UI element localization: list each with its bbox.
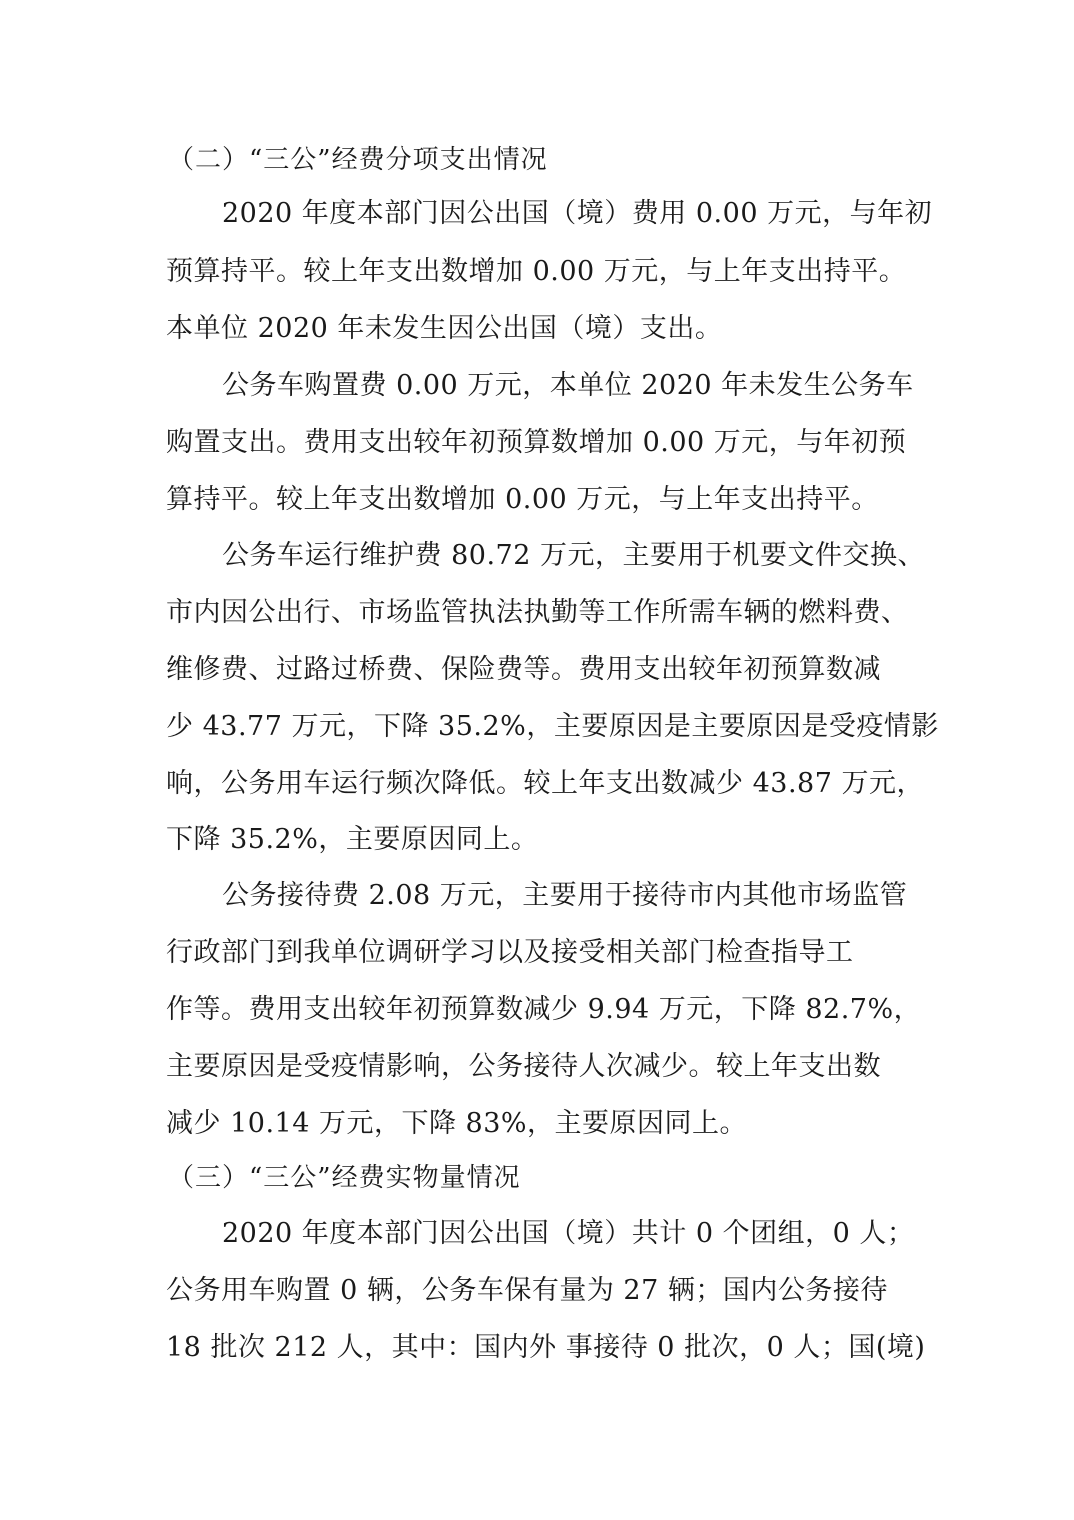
paragraph-line: 本单位 2020 年未发生因公出国（境）支出。 [166, 313, 723, 344]
section-heading-expense-breakdown: （二）“三公”经费分项支出情况 [168, 145, 548, 175]
paragraph-line: 公务用车购置 0 辆，公务车保有量为 27 辆；国内公务接待 [166, 1275, 888, 1306]
paragraph-line: 作等。费用支出较年初预算数减少 9.94 万元，下降 82.7%， [166, 994, 922, 1025]
section-heading-physical-quantity: （三）“三公”经费实物量情况 [168, 1163, 521, 1193]
paragraph-line: 维修费、过路过桥费、保险费等。费用支出较年初预算数减 [166, 654, 881, 685]
paragraph-line: 主要原因是受疫情影响，公务接待人次减少。较上年支出数 [166, 1051, 881, 1082]
paragraph-line: 公务车运行维护费 80.72 万元，主要用于机要文件交换、 [222, 540, 925, 571]
paragraph-line: 18 批次 212 人，其中：国内外 事接待 0 批次，0 人；国(境) [166, 1332, 926, 1363]
paragraph-line: 少 43.77 万元，下降 35.2%，主要原因是主要原因是受疫情影 [166, 711, 939, 742]
paragraph-line: 算持平。较上年支出数增加 0.00 万元，与上年支出持平。 [166, 484, 879, 515]
paragraph-line: 2020 年度本部门因公出国（境）费用 0.00 万元，与年初 [222, 198, 933, 229]
paragraph-line: 响，公务用车运行频次降低。较上年支出数减少 43.87 万元， [166, 768, 924, 799]
paragraph-line: 市内因公出行、市场监管执法执勤等工作所需车辆的燃料费、 [166, 597, 909, 628]
paragraph-line: 预算持平。较上年支出数增加 0.00 万元，与上年支出持平。 [166, 256, 907, 287]
paragraph-line: 2020 年度本部门因公出国（境）共计 0 个团组，0 人； [222, 1218, 915, 1249]
paragraph-line: 减少 10.14 万元，下降 83%，主要原因同上。 [166, 1108, 748, 1139]
paragraph-line: 行政部门到我单位调研学习以及接受相关部门检查指导工 [166, 937, 854, 968]
paragraph-line: 公务接待费 2.08 万元，主要用于接待市内其他市场监管 [222, 880, 908, 911]
paragraph-line: 公务车购置费 0.00 万元，本单位 2020 年未发生公务车 [222, 370, 914, 401]
paragraph-line: 下降 35.2%，主要原因同上。 [166, 824, 539, 855]
paragraph-line: 购置支出。费用支出较年初预算数增加 0.00 万元，与年初预 [166, 427, 907, 458]
